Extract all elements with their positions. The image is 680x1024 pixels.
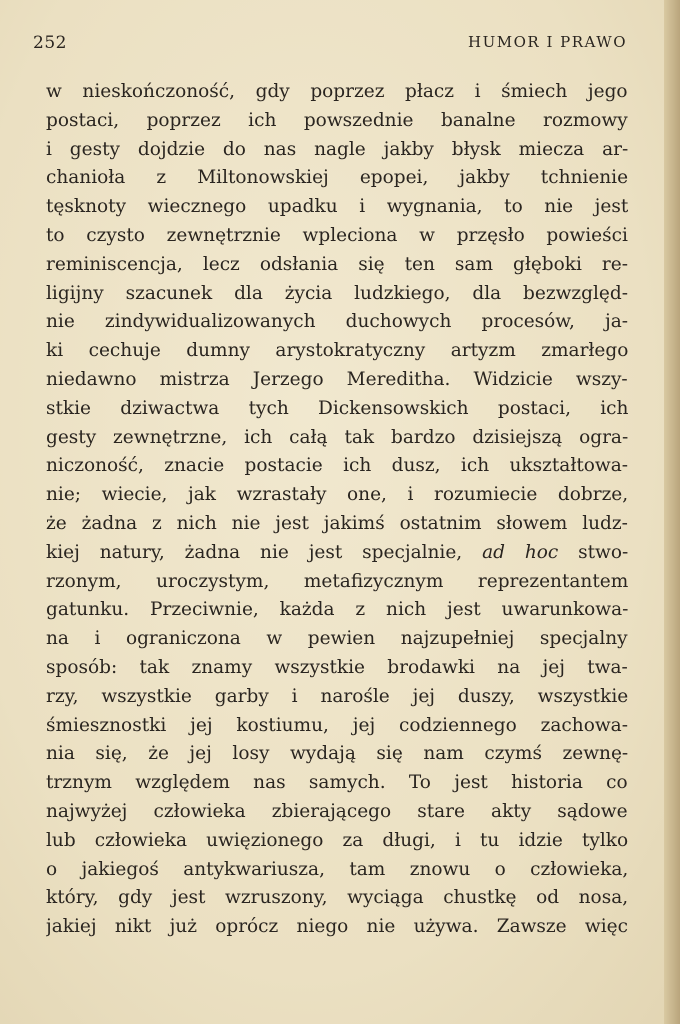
text-segment: na i ograniczona w pewien najzupełniej specjalny	[46, 628, 628, 650]
text-line	[46, 251, 628, 280]
text-line	[46, 164, 628, 193]
running-head: HUMOR I PRAWO	[468, 33, 627, 51]
text-line	[46, 827, 628, 856]
text-segment: to czysto zewnętrznie wpleciona w przęsło powieści	[46, 224, 628, 246]
text-segment: o jakiegoś antykwariusza, tam znowu o człowieka,	[46, 858, 628, 880]
text-segment: lub człowieka uwięzionego za długi, i tu idzie tylko	[46, 829, 628, 851]
text-segment: stkie dziwactwa tych Dickensowskich postaci, ich	[46, 397, 628, 419]
text-line	[46, 654, 628, 683]
text-line	[46, 856, 628, 885]
text-segment: gesty zewnętrzne, ich całą tak bardzo dzisiejszą ogra-	[46, 426, 628, 448]
text-line	[46, 712, 628, 741]
text-line	[46, 78, 628, 107]
text-line	[46, 395, 628, 424]
text-segment: niczoność, znacie postacie ich dusz, ich ukształtowa-	[46, 455, 628, 477]
text-line	[46, 769, 628, 798]
page-header	[33, 33, 627, 55]
text-segment: nie; wiecie, jak wzrastały one, i rozumiecie dobrze,	[46, 484, 628, 506]
text-segment: nia się, że jej losy wydają się nam czymś zewnę-	[46, 743, 628, 765]
text-line	[46, 798, 628, 827]
text-line	[46, 740, 628, 769]
text-line	[46, 280, 628, 309]
text-line	[46, 884, 628, 913]
text-line	[46, 568, 628, 597]
text-segment: rzonym, uroczystym, metafizycznym reprezentantem	[46, 570, 628, 592]
text-segment: ki cechuje dumny arystokratyczny artyzm zmarłego	[46, 340, 628, 362]
text-line	[46, 510, 628, 539]
text-segment: jakiej nikt już oprócz niego nie używa. Zawsze więc	[46, 916, 628, 938]
text-line	[46, 596, 628, 625]
page-number: 252	[33, 33, 67, 53]
text-segment: że żadna z nich nie jest jakimś ostatnim słowem ludz-	[46, 512, 628, 534]
text-line	[46, 107, 628, 136]
text-segment: kiej natury, żadna nie jest specjalnie,	[46, 541, 483, 563]
text-segment: ligijny szacunek dla życia ludzkiego, dla bezwzględ-	[46, 282, 628, 304]
text-segment: nie zindywidualizowanych duchowych procesów, ja-	[46, 311, 628, 333]
text-line	[46, 222, 628, 251]
text-segment: śmiesznostki jej kostiumu, jej codziennego zachowa-	[46, 714, 628, 736]
text-line	[46, 136, 628, 165]
text-line	[46, 424, 628, 453]
italic-phrase: ad hoc	[482, 541, 559, 563]
page-edge	[664, 0, 680, 1024]
text-segment: który, gdy jest wzruszony, wyciąga chustkę od nosa,	[46, 887, 628, 909]
text-line	[46, 308, 628, 337]
text-segment: reminiscencja, lecz odsłania się ten sam głęboki re-	[46, 253, 628, 275]
text-segment: w nieskończoność, gdy poprzez płacz i śmiech jego	[46, 81, 628, 102]
text-line	[46, 683, 628, 712]
text-segment: chanioła z Miltonowskiej epopei, jakby tchnienie	[46, 167, 628, 189]
text-line	[46, 193, 628, 222]
text-line	[46, 452, 628, 481]
text-line	[46, 481, 628, 510]
text-segment: rzy, wszystkie garby i narośle jej duszy, wszystkie	[46, 685, 628, 707]
text-segment: postaci, poprzez ich powszednie banalne rozmowy	[46, 109, 628, 131]
text-line	[46, 625, 628, 654]
text-line	[46, 337, 628, 366]
text-segment: gatunku. Przeciwnie, każda z nich jest uwarunkowa-	[46, 599, 628, 621]
text-segment: i gesty dojdzie do nas nagle jakby błysk miecza ar-	[46, 138, 628, 160]
text-line	[46, 539, 628, 568]
body-text	[46, 78, 628, 942]
text-segment: niedawno mistrza Jerzego Mereditha. Widzicie wszy-	[46, 368, 628, 390]
text-segment: tęsknoty wiecznego upadku i wygnania, to nie jest	[46, 196, 628, 218]
text-segment: najwyżej człowieka zbierającego stare akty sądowe	[46, 800, 628, 822]
text-line	[46, 366, 628, 395]
text-line	[46, 913, 628, 942]
text-segment: sposób: tak znamy wszystkie brodawki na jej twa-	[46, 656, 628, 678]
text-segment: trznym względem nas samych. To jest historia co	[46, 772, 628, 794]
text-segment: stwo-	[558, 541, 628, 563]
